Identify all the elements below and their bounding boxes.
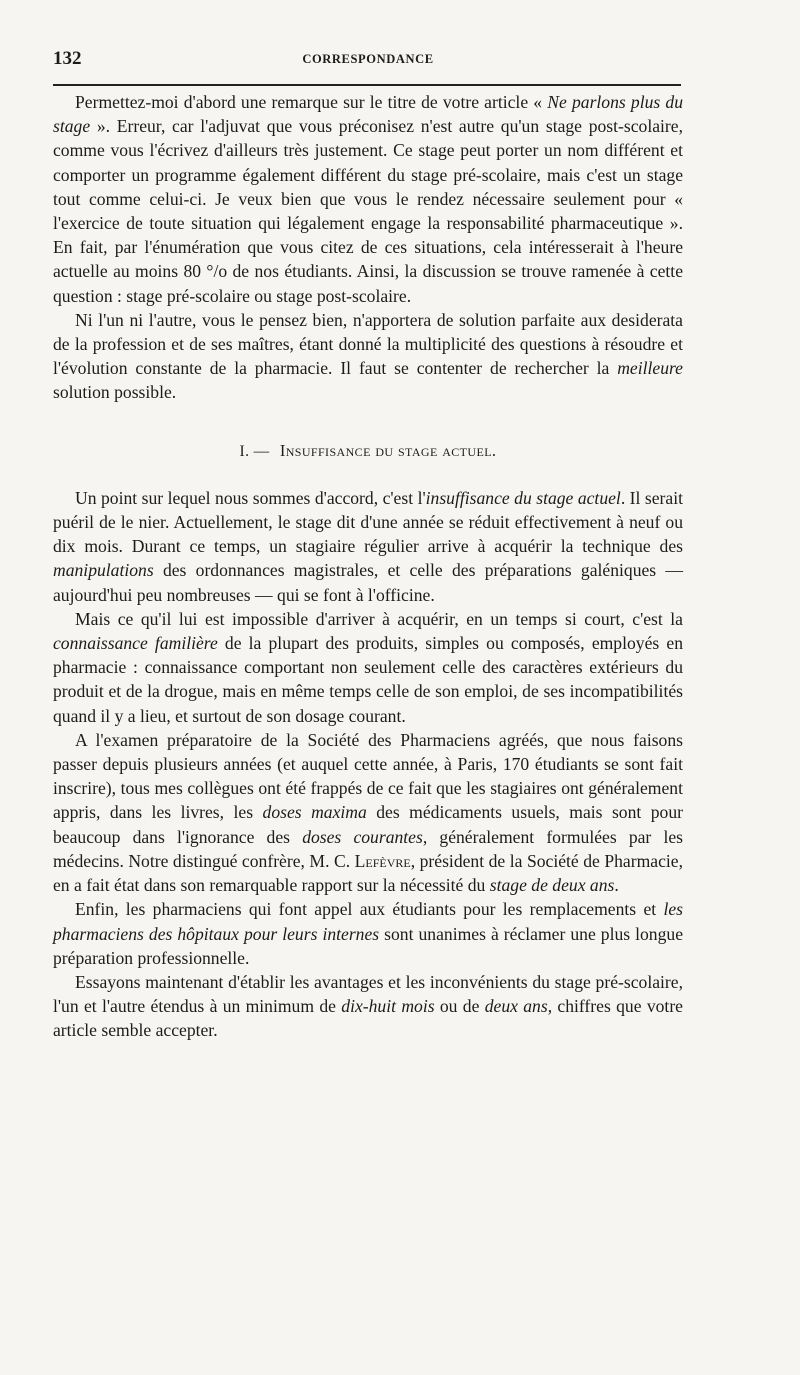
paragraph xyxy=(53,90,683,308)
smallcaps-run: Lefèvre xyxy=(354,850,411,871)
text-run: . Il serait puéril de le nier. Actuellement, le stage dit d'une année se réduit effectivement à neuf ou dix mois. Durant ce temps, un stagiaire régulier arrive à acquérir la technique des xyxy=(53,487,683,557)
text-run: Enfin, les pharmaciens qui font appel aux étudiants pour les remplacements et xyxy=(75,899,664,920)
text-run: , chiffres que votre article semble accepter. xyxy=(53,996,683,1041)
text-run: A l'examen préparatoire de la Société des Pharmaciens agréés, que nous faisons passer depuis plusieurs années (et auquel cette année, à Paris, 170 étudiants se sont fait inscrire), tous mes collègues ont été frappés de ce fait que les stagiaires ont généralement appris, dans les livres, les xyxy=(53,729,683,823)
text-run: ou de xyxy=(434,996,485,1017)
section-numeral: I. — xyxy=(239,442,270,460)
running-title: CORRESPONDANCE xyxy=(302,52,434,66)
section-paragraphs xyxy=(53,486,683,1043)
paragraph xyxy=(53,897,683,970)
text-run: Ni l'un ni l'autre, vous le pensez bien, n'apportera de solution parfaite aux desiderata de la profession et de ses maîtres, étant donné la multiplicité des questions à résoudre et l'évolution constante de la pharmacie. Il faut se contenter de rechercher la xyxy=(53,309,683,379)
text-run: ». Erreur, car l'adjuvat que vous préconisez n'est autre qu'un stage post-scolaire, comme vous l'écrivez d'ailleurs très justement. Ce stage peut porter un nom différent et comporter un programme également différent du stage pré-scolaire, mais c'est un stage tout comme celui-ci. Je veux bien que vous le rendez nécessaire seulement pour « l'exercice de toute situation qui légalement engage la responsabilité pharmaceutique ». En fait, par l'énumération que vous citez de ces situations, cela intéresserait à l'heure actuelle au moins 80 °/o de nos étudiants. Ainsi, la discussion se trouve ramenée à cette question : stage pré-scolaire ou stage post-scolaire. xyxy=(53,116,683,306)
text-run: solution possible. xyxy=(53,382,177,403)
text-run: des médicaments usuels, mais sont pour beaucoup dans l'ignorance des xyxy=(53,802,683,847)
text-run: de la plupart des produits, simples ou composés, employés en pharmacie : connaissance comportant non seulement celle des caractères extérieurs du produit et de la drogue, mais en même temps celle de son emploi, de ses incompatibilités quand il y a lieu, et surtout de son dosage courant. xyxy=(53,633,683,726)
text-run: , généralement formulées par les médecins. Notre distingué confrère, M. C. xyxy=(53,826,683,871)
text-run: Mais ce qu'il lui est impossible d'arriver à acquérir, en un temps si court, c'est la xyxy=(75,608,683,629)
text-run: Un point sur lequel nous sommes d'accord, c'est l' xyxy=(75,487,426,508)
text-run: , président de la Société de Pharmacie, en a fait état dans son remarquable rapport sur la nécessité du xyxy=(53,850,683,896)
running-header xyxy=(53,48,683,88)
text-run: Essayons maintenant d'établir les avantages et les inconvénients du stage pré-scolaire, l'un et l'autre étendus à un minimum de xyxy=(53,971,683,1017)
italic-run: doses maxima xyxy=(262,802,367,823)
italic-run: dix-huit mois xyxy=(341,996,435,1017)
italic-run: deux ans xyxy=(484,996,548,1017)
text-run: Permettez-moi d'abord une remarque sur le titre de votre article « xyxy=(75,92,548,112)
section-heading xyxy=(53,439,683,464)
paragraph xyxy=(53,728,683,897)
paragraph xyxy=(53,970,683,1043)
page xyxy=(53,0,683,1043)
italic-run: connaissance familière xyxy=(53,633,218,654)
page-number: 132 xyxy=(53,48,82,69)
text-run: sont unanimes à réclamer une plus longue préparation professionnelle. xyxy=(53,923,684,968)
italic-run: doses courantes xyxy=(302,826,423,847)
paragraph xyxy=(53,486,683,607)
article-body xyxy=(53,90,683,1043)
italic-run: Ne parlons plus du stage xyxy=(53,92,683,137)
paragraph xyxy=(53,308,683,405)
italic-run: insuffisance du stage actuel xyxy=(425,487,621,508)
text-run: des ordonnances magistrales, et celle des préparations galéniques — aujourd'hui peu nombreuses — qui se font à l'officine. xyxy=(53,560,683,605)
italic-run: stage de deux ans xyxy=(489,875,615,896)
intro-paragraphs xyxy=(53,90,683,405)
text-run: . xyxy=(614,875,619,896)
header-rule xyxy=(53,84,681,86)
paragraph xyxy=(53,607,683,728)
italic-run: meilleure xyxy=(617,358,683,379)
italic-run: manipulations xyxy=(53,560,154,581)
italic-run: les pharmaciens des hôpitaux pour leurs internes xyxy=(53,899,683,944)
section-title: Insuffisance du stage actuel. xyxy=(279,440,497,460)
